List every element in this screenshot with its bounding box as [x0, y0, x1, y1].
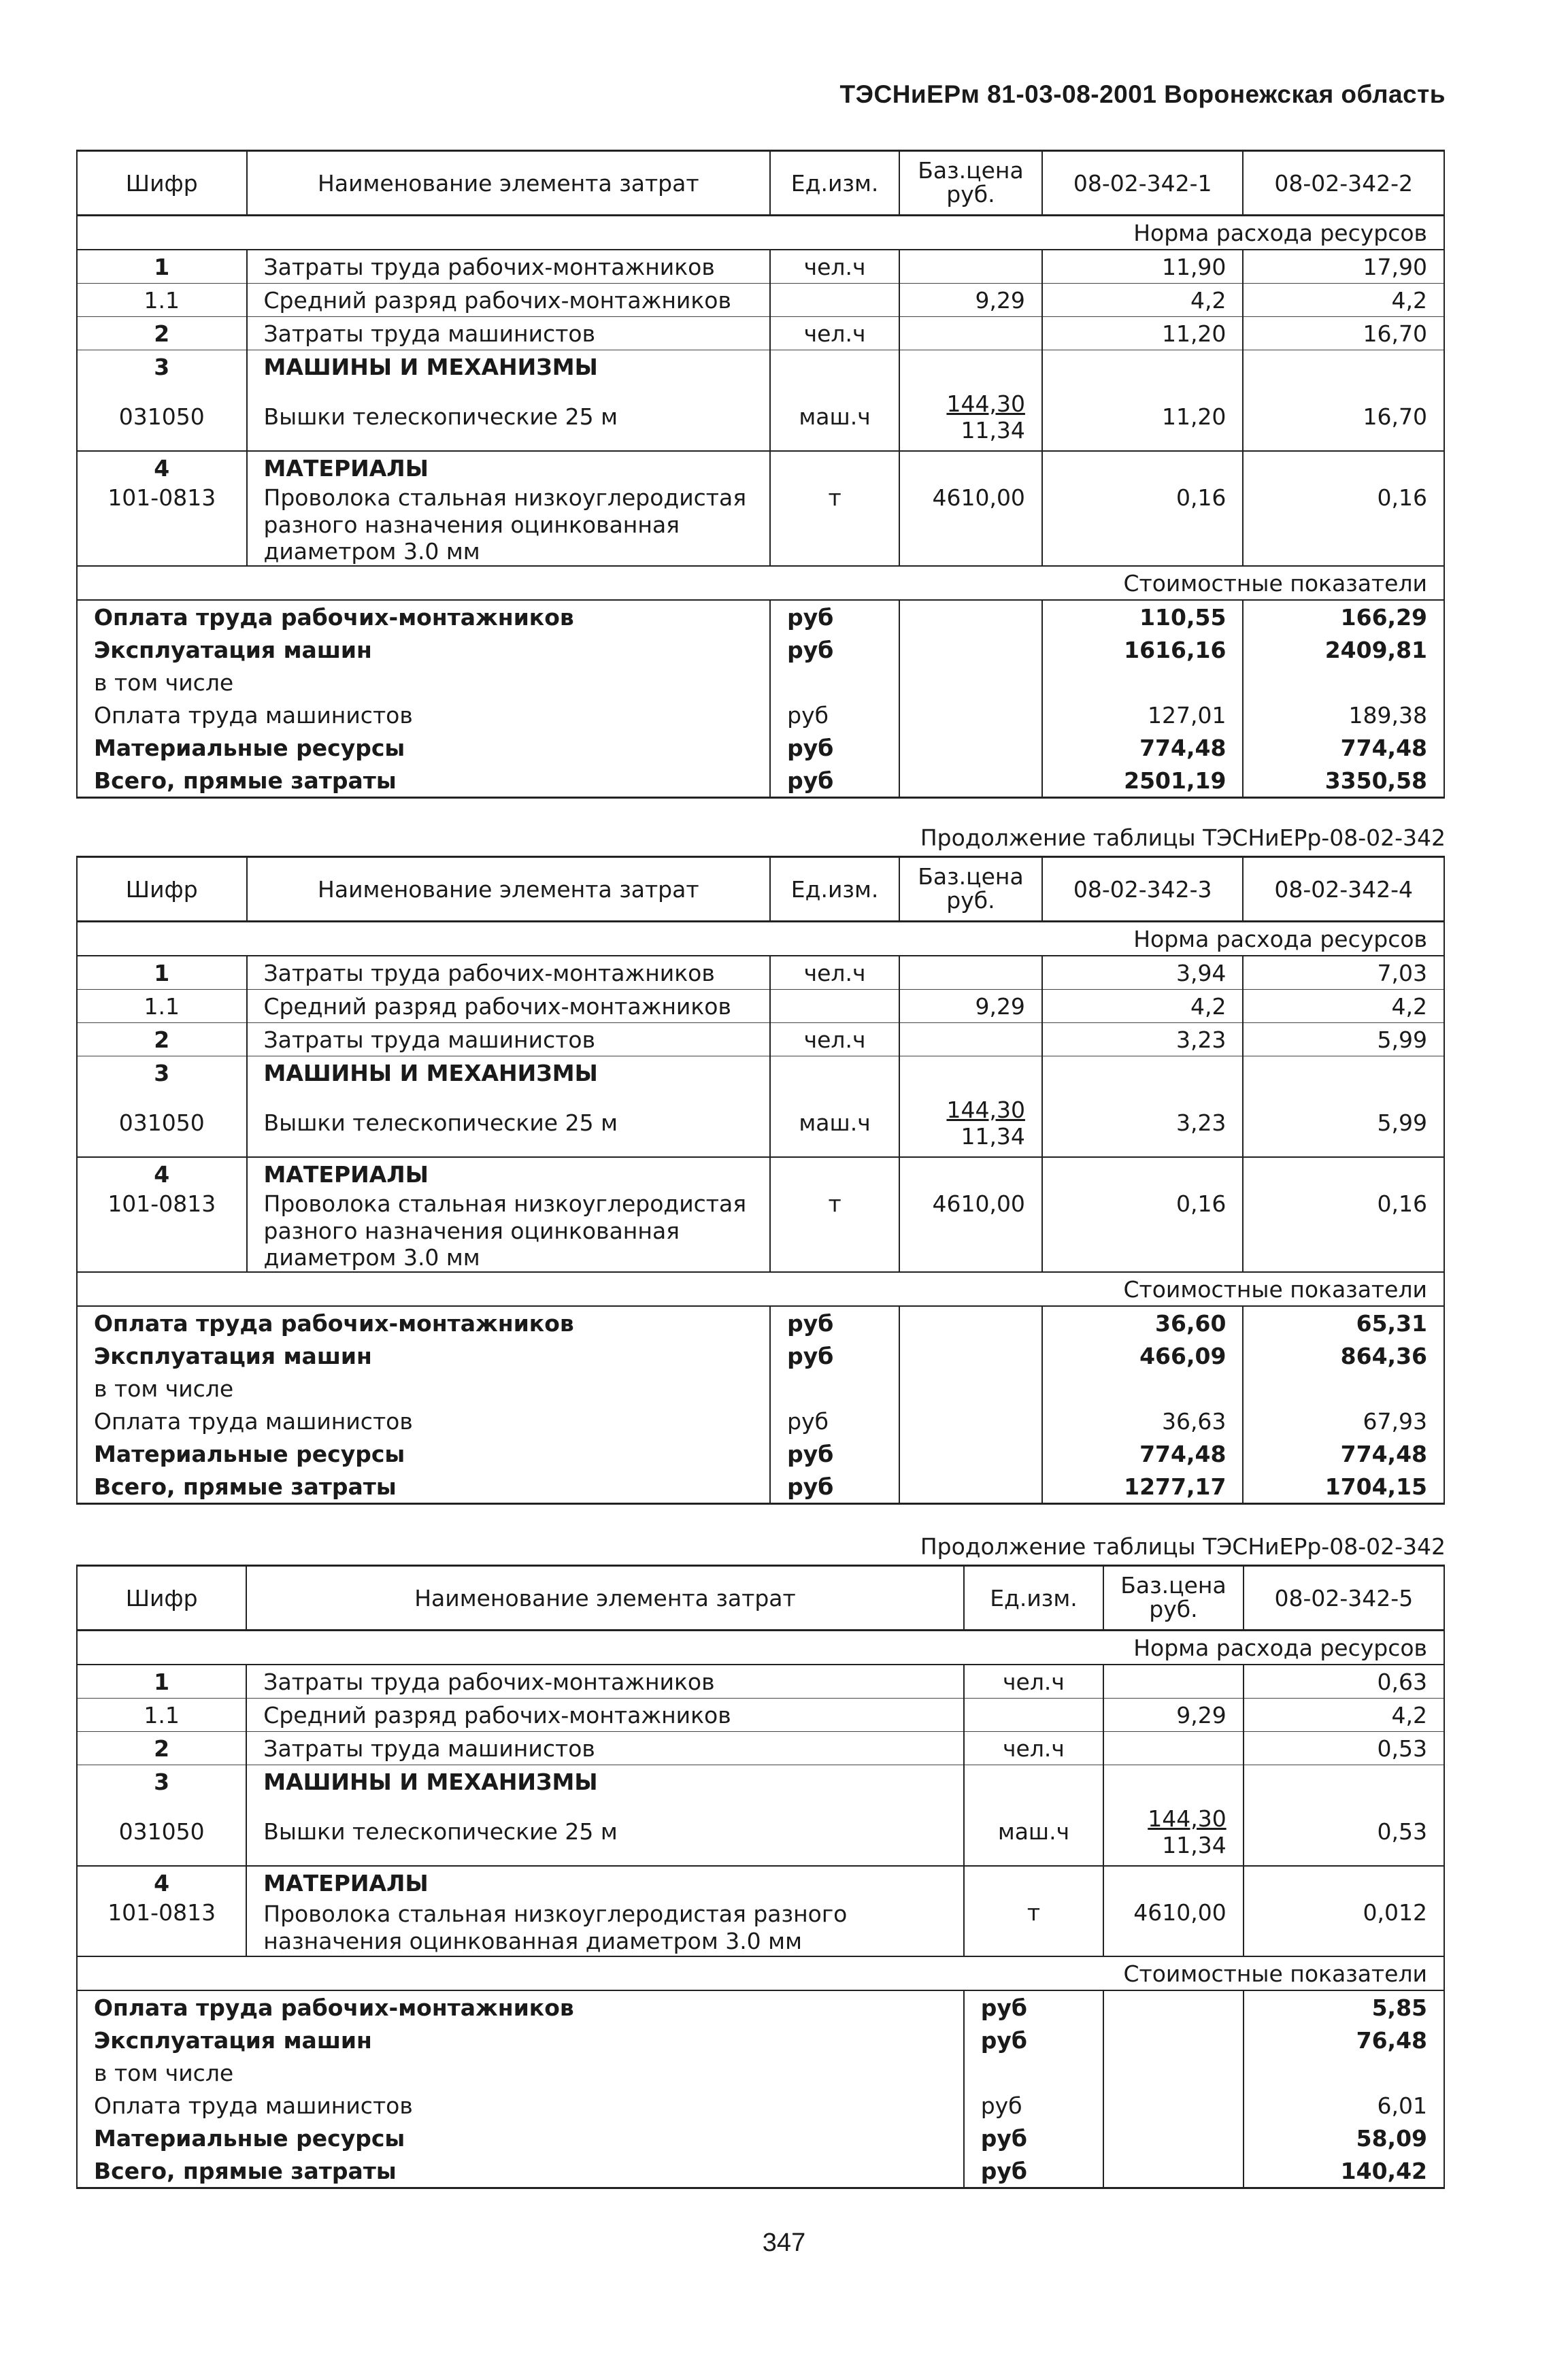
cost-value: 36,63 [1042, 1405, 1244, 1437]
row-price: 9,29 [899, 284, 1042, 317]
row-code: 031050 [77, 383, 247, 451]
col-header-code: Шифр [77, 857, 247, 922]
row-name: Затраты труда машинистов [247, 317, 771, 350]
cost-value: 67,93 [1243, 1405, 1444, 1437]
cost-label: в том числе [77, 666, 770, 699]
price-bottom: 11,34 [1162, 1831, 1227, 1858]
row-unit: т [770, 484, 899, 566]
row-value: 3,23 [1042, 1089, 1244, 1157]
cost-unit: руб [770, 764, 899, 798]
row-code: 1.1 [77, 1699, 246, 1732]
cost-unit: руб [964, 1990, 1104, 2024]
row-name: МАШИНЫ И МЕХАНИЗМЫ [247, 350, 771, 384]
row-price: 4610,00 [899, 1190, 1042, 1272]
price-bottom: 11,34 [961, 416, 1025, 444]
estimate-table-2 [76, 856, 1445, 1505]
table-row [77, 990, 1444, 1023]
row-price [1103, 1665, 1243, 1699]
row-price: 4610,00 [899, 484, 1042, 566]
cost-row [77, 1405, 1444, 1437]
cost-row [77, 699, 1444, 731]
row-code: 031050 [77, 1798, 246, 1866]
cost-unit: руб [770, 1339, 899, 1372]
cost-row [77, 2154, 1444, 2188]
col-header-price: Баз.цена руб. [899, 857, 1042, 922]
col-header-name: Наименование элемента затрат [246, 1566, 963, 1631]
table-row [77, 1699, 1444, 1732]
row-value: 4,2 [1042, 284, 1244, 317]
row-price [899, 317, 1042, 350]
row-name: МАШИНЫ И МЕХАНИЗМЫ [247, 1056, 771, 1090]
row-code: 4 [77, 451, 247, 484]
row-unit: чел.ч [964, 1732, 1104, 1765]
price-top: 144,30 [946, 1096, 1025, 1123]
table-row [77, 350, 1444, 384]
row-name: Вышки телескопические 25 м [246, 1798, 963, 1866]
row-code: 1 [77, 1665, 246, 1699]
row-unit: чел.ч [964, 1665, 1104, 1699]
row-code: 2 [77, 1732, 246, 1765]
row-unit: чел.ч [770, 956, 899, 990]
row-value: 16,70 [1243, 383, 1444, 451]
page-number: 347 [762, 2228, 806, 2257]
row-value: 17,90 [1243, 250, 1444, 284]
cost-unit: руб [964, 2024, 1104, 2056]
cost-row [77, 1372, 1444, 1405]
row-name: Вышки телескопические 25 м [247, 383, 771, 451]
row-code: 1.1 [77, 284, 247, 317]
cost-row [77, 633, 1444, 666]
cost-unit: руб [770, 600, 899, 633]
cost-label: Эксплуатация машин [77, 633, 770, 666]
continuation-caption: Продолжение таблицы ТЭСНиЕРр-08-02-342 [920, 1533, 1446, 1560]
row-unit: чел.ч [770, 317, 899, 350]
table-header-row [77, 857, 1444, 922]
col-header-code-2: 08-02-342-4 [1243, 857, 1444, 922]
table-row [77, 1157, 1444, 1190]
row-value: 4,2 [1244, 1699, 1444, 1732]
row-value: 0,53 [1244, 1732, 1444, 1765]
row-unit: маш.ч [964, 1798, 1104, 1866]
row-code: 2 [77, 317, 247, 350]
section-norm-row [77, 922, 1444, 956]
section-cost-row [77, 1956, 1444, 1990]
section-norm-label: Норма расхода ресурсов [77, 1631, 1444, 1665]
row-name: Средний разряд рабочих-монтажников [247, 284, 771, 317]
cost-value: 774,48 [1042, 1437, 1244, 1470]
table-row [77, 1899, 1444, 1956]
section-cost-row [77, 1272, 1444, 1306]
cost-row [77, 1990, 1444, 2024]
row-price [899, 250, 1042, 284]
col-header-code-2: 08-02-342-2 [1243, 151, 1444, 216]
cost-row [77, 2056, 1444, 2089]
cost-label: Материальные ресурсы [77, 2122, 964, 2154]
cost-value: 2409,81 [1243, 633, 1444, 666]
cost-value: 110,55 [1042, 600, 1244, 633]
row-name: МАТЕРИАЛЫ [246, 1866, 963, 1899]
cost-label: Оплата труда машинистов [77, 2089, 964, 2122]
row-name: Затраты труда машинистов [246, 1732, 963, 1765]
cost-label: Материальные ресурсы [77, 731, 770, 764]
table-row [77, 451, 1444, 484]
document-header-title: ТЭСНиЕРм 81-03-08-2001 Воронежская область [839, 80, 1446, 108]
row-price [1103, 1798, 1243, 1866]
row-code: 4 [77, 1157, 247, 1190]
cost-value: 189,38 [1243, 699, 1444, 731]
cost-row [77, 2089, 1444, 2122]
row-value: 11,20 [1042, 317, 1244, 350]
cost-value: 36,60 [1042, 1306, 1244, 1339]
cost-value: 166,29 [1243, 600, 1444, 633]
table-header-row [77, 151, 1444, 216]
cost-value: 6,01 [1244, 2089, 1444, 2122]
row-name: МАШИНЫ И МЕХАНИЗМЫ [246, 1765, 963, 1799]
table-row [77, 1056, 1444, 1090]
cost-unit: руб [770, 1470, 899, 1504]
row-value: 4,2 [1243, 990, 1444, 1023]
cost-label: Оплата труда рабочих-монтажников [77, 1990, 964, 2024]
row-price [899, 383, 1042, 451]
row-value: 0,16 [1042, 1190, 1244, 1272]
col-header-unit: Ед.изм. [770, 151, 899, 216]
row-unit [770, 990, 899, 1023]
row-price [899, 1089, 1042, 1157]
section-cost-label: Стоимостные показатели [77, 1272, 1444, 1306]
row-price [899, 1023, 1042, 1056]
estimate-table-1 [76, 150, 1445, 799]
cost-value: 3350,58 [1243, 764, 1444, 798]
cost-row [77, 1470, 1444, 1504]
cost-row [77, 2122, 1444, 2154]
row-code: 4 [77, 1866, 246, 1899]
row-unit: маш.ч [770, 1089, 899, 1157]
row-name: Проволока стальная низкоуглеродистая разного назначения оцинкованная диаметром 3.0 мм [247, 1190, 771, 1272]
row-value: 3,94 [1042, 956, 1244, 990]
row-value: 11,90 [1042, 250, 1244, 284]
cost-row [77, 1339, 1444, 1372]
row-value: 0,16 [1042, 484, 1244, 566]
table-row [77, 956, 1444, 990]
row-code: 101-0813 [77, 1190, 247, 1272]
row-price: 9,29 [1103, 1699, 1243, 1732]
cost-unit: руб [770, 731, 899, 764]
row-name: Затраты труда рабочих-монтажников [246, 1665, 963, 1699]
col-header-code-1: 08-02-342-1 [1042, 151, 1244, 216]
cost-label: Оплата труда машинистов [77, 699, 770, 731]
cost-unit: руб [770, 1437, 899, 1470]
section-cost-label: Стоимостные показатели [77, 566, 1444, 600]
cost-value: 774,48 [1243, 1437, 1444, 1470]
section-norm-label: Норма расхода ресурсов [77, 216, 1444, 250]
row-value: 0,53 [1244, 1798, 1444, 1866]
col-header-unit: Ед.изм. [964, 1566, 1104, 1631]
estimate-table-3 [76, 1565, 1445, 2189]
row-name: Проволока стальная низкоуглеродистая разного назначения оцинкованная диаметром 3.0 мм [246, 1899, 963, 1956]
continuation-caption: Продолжение таблицы ТЭСНиЕРр-08-02-342 [920, 824, 1446, 851]
col-header-code-1: 08-02-342-5 [1244, 1566, 1444, 1631]
col-header-code: Шифр [77, 151, 247, 216]
cost-value: 2501,19 [1042, 764, 1244, 798]
row-value: 0,012 [1244, 1899, 1444, 1956]
table-row [77, 1765, 1444, 1799]
section-norm-label: Норма расхода ресурсов [77, 922, 1444, 956]
cost-label: Всего, прямые затраты [77, 1470, 770, 1504]
row-value: 0,63 [1244, 1665, 1444, 1699]
cost-value: 127,01 [1042, 699, 1244, 731]
cost-unit: руб [770, 1405, 899, 1437]
cost-value: 864,36 [1243, 1339, 1444, 1372]
row-code: 101-0813 [77, 484, 247, 566]
cost-value: 1277,17 [1042, 1470, 1244, 1504]
price-top: 144,30 [1148, 1805, 1227, 1832]
cost-row [77, 600, 1444, 633]
table-row [77, 383, 1444, 451]
cost-row [77, 731, 1444, 764]
row-code: 2 [77, 1023, 247, 1056]
table-row [77, 1732, 1444, 1765]
row-value: 3,23 [1042, 1023, 1244, 1056]
row-value: 5,99 [1243, 1023, 1444, 1056]
row-price: 4610,00 [1103, 1899, 1243, 1956]
row-unit: чел.ч [770, 1023, 899, 1056]
col-header-name: Наименование элемента затрат [247, 151, 771, 216]
col-header-price: Баз.цена руб. [1103, 1566, 1243, 1631]
row-code: 3 [77, 350, 247, 384]
cost-value: 76,48 [1244, 2024, 1444, 2056]
table-header-row [77, 1566, 1444, 1631]
cost-value: 58,09 [1244, 2122, 1444, 2154]
cost-value: 1616,16 [1042, 633, 1244, 666]
row-price [899, 956, 1042, 990]
cost-value: 1704,15 [1243, 1470, 1444, 1504]
table-row [77, 317, 1444, 350]
cost-label: Эксплуатация машин [77, 2024, 964, 2056]
section-cost-row [77, 566, 1444, 600]
cost-value: 466,09 [1042, 1339, 1244, 1372]
row-name: Вышки телескопические 25 м [247, 1089, 771, 1157]
cost-row [77, 1437, 1444, 1470]
row-value: 7,03 [1243, 956, 1444, 990]
row-code: 3 [77, 1765, 246, 1799]
row-value: 4,2 [1042, 990, 1244, 1023]
section-cost-label: Стоимостные показатели [77, 1956, 1444, 1990]
cost-row [77, 666, 1444, 699]
row-unit [770, 284, 899, 317]
row-name: Затраты труда рабочих-монтажников [247, 956, 771, 990]
cost-unit: руб [770, 1306, 899, 1339]
row-unit: т [964, 1899, 1104, 1956]
row-code: 1 [77, 250, 247, 284]
cost-row [77, 764, 1444, 798]
row-value: 11,20 [1042, 383, 1244, 451]
cost-label: Оплата труда рабочих-монтажников [77, 1306, 770, 1339]
cost-label: Оплата труда рабочих-монтажников [77, 600, 770, 633]
cost-value: 140,42 [1244, 2154, 1444, 2188]
cost-label: в том числе [77, 1372, 770, 1405]
cost-row [77, 2024, 1444, 2056]
row-value: 0,16 [1243, 1190, 1444, 1272]
price-bottom: 11,34 [961, 1122, 1025, 1150]
cost-label: Эксплуатация машин [77, 1339, 770, 1372]
col-header-name: Наименование элемента затрат [247, 857, 771, 922]
cost-label: Всего, прямые затраты [77, 2154, 964, 2188]
table-row [77, 1089, 1444, 1157]
col-header-code-1: 08-02-342-3 [1042, 857, 1244, 922]
cost-value: 5,85 [1244, 1990, 1444, 2024]
row-price: 9,29 [899, 990, 1042, 1023]
cost-unit: руб [964, 2154, 1104, 2188]
row-code: 101-0813 [77, 1899, 246, 1956]
col-header-unit: Ед.изм. [770, 857, 899, 922]
cost-label: Всего, прямые затраты [77, 764, 770, 798]
row-code: 1.1 [77, 990, 247, 1023]
row-code: 1 [77, 956, 247, 990]
table-row [77, 1798, 1444, 1866]
cost-label: Оплата труда машинистов [77, 1405, 770, 1437]
table-row [77, 1866, 1444, 1899]
cost-value: 774,48 [1243, 731, 1444, 764]
cost-label: в том числе [77, 2056, 964, 2089]
col-header-code: Шифр [77, 1566, 246, 1631]
row-value: 4,2 [1243, 284, 1444, 317]
row-value: 16,70 [1243, 317, 1444, 350]
row-name: Средний разряд рабочих-монтажников [247, 990, 771, 1023]
table-row [77, 284, 1444, 317]
cost-unit: руб [770, 699, 899, 731]
row-name: Затраты труда рабочих-монтажников [247, 250, 771, 284]
cost-row [77, 1306, 1444, 1339]
row-code: 3 [77, 1056, 247, 1090]
row-code: 031050 [77, 1089, 247, 1157]
table-row [77, 484, 1444, 566]
cost-value: 774,48 [1042, 731, 1244, 764]
row-unit [964, 1699, 1104, 1732]
cost-unit: руб [770, 633, 899, 666]
table-row [77, 1190, 1444, 1272]
cost-unit: руб [964, 2089, 1104, 2122]
section-norm-row [77, 216, 1444, 250]
row-unit: чел.ч [770, 250, 899, 284]
cost-unit: руб [964, 2122, 1104, 2154]
table-row [77, 1665, 1444, 1699]
cost-value: 65,31 [1243, 1306, 1444, 1339]
row-value: 5,99 [1243, 1089, 1444, 1157]
section-norm-row [77, 1631, 1444, 1665]
row-name: МАТЕРИАЛЫ [247, 1157, 771, 1190]
row-unit: маш.ч [770, 383, 899, 451]
row-name: Проволока стальная низкоуглеродистая разного назначения оцинкованная диаметром 3.0 мм [247, 484, 771, 566]
row-value: 0,16 [1243, 484, 1444, 566]
row-name: МАТЕРИАЛЫ [247, 451, 771, 484]
price-top: 144,30 [946, 390, 1025, 417]
table-row [77, 250, 1444, 284]
row-name: Затраты труда машинистов [247, 1023, 771, 1056]
row-unit: т [770, 1190, 899, 1272]
col-header-price: Баз.цена руб. [899, 151, 1042, 216]
cost-label: Материальные ресурсы [77, 1437, 770, 1470]
table-row [77, 1023, 1444, 1056]
row-price [1103, 1732, 1243, 1765]
row-name: Средний разряд рабочих-монтажников [246, 1699, 963, 1732]
